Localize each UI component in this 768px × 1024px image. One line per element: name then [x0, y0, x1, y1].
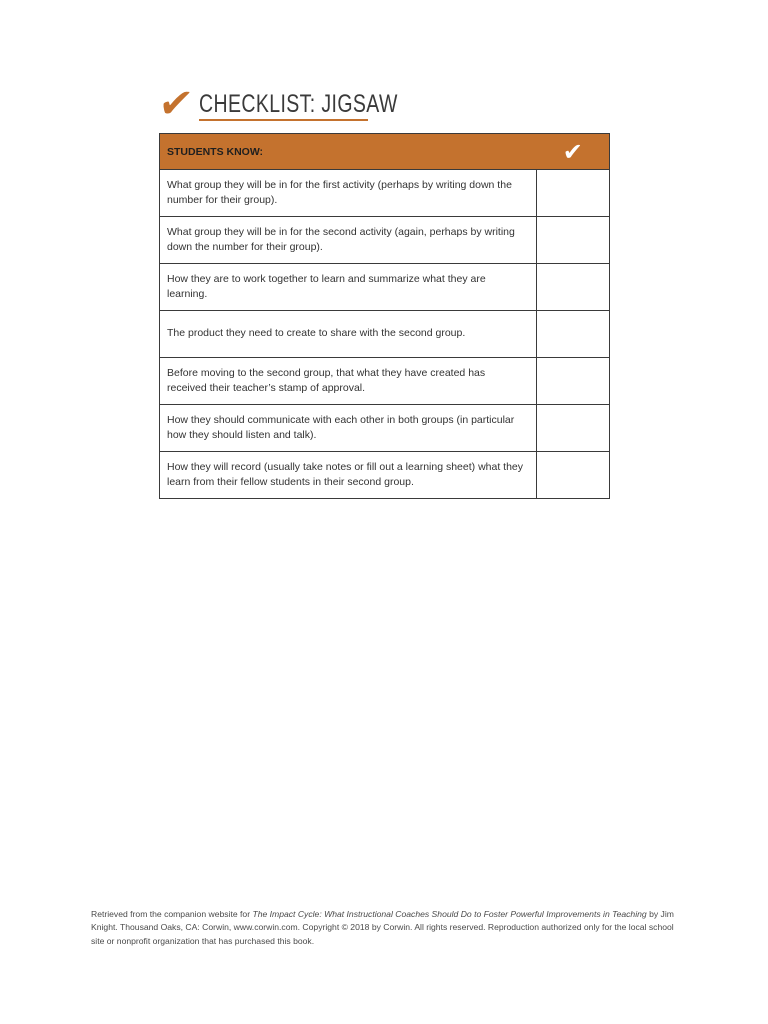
page-header	[155, 81, 453, 127]
footer-book-title: The Impact Cycle: What Instructional Coaches Should Do to Foster Powerful Improvements in Teaching	[252, 909, 647, 919]
checklist-row	[160, 452, 610, 499]
checklist-checkbox[interactable]	[537, 358, 610, 405]
checkmark-icon: ✔	[155, 81, 196, 127]
page-title: CHECKLIST: JIGSAW	[198, 90, 398, 118]
checkmark-icon: ✔	[562, 137, 583, 166]
checklist-item-text: The product they need to create to share with the second group.	[160, 311, 537, 358]
checklist-checkbox[interactable]	[537, 170, 610, 217]
checklist-checkbox[interactable]	[537, 452, 610, 499]
checklist-row	[160, 217, 610, 264]
checklist-row	[160, 264, 610, 311]
checklist-row	[160, 170, 610, 217]
checklist-item-text: Before moving to the second group, that what they have created has received their teacher’s stamp of approval.	[160, 358, 537, 405]
checklist-item-text: How they should communicate with each other in both groups (in particular how they should listen and talk).	[160, 405, 537, 452]
checklist-checkbox[interactable]	[537, 405, 610, 452]
checklist-row	[160, 311, 610, 358]
footer-prefix: Retrieved from the companion website for	[91, 909, 253, 919]
checklist-checkbox[interactable]	[537, 217, 610, 264]
checklist-item-text: What group they will be in for the first activity (perhaps by writing down the number for their group).	[160, 170, 537, 217]
copyright-footer	[91, 908, 681, 948]
checklist-item-text: How they are to work together to learn and summarize what they are learning.	[160, 264, 537, 311]
checklist-table	[159, 133, 610, 499]
title-underline	[199, 119, 368, 121]
checklist-header-row	[160, 134, 610, 170]
checklist-row	[160, 405, 610, 452]
column-header-check	[537, 134, 610, 170]
checklist-checkbox[interactable]	[537, 311, 610, 358]
checklist-checkbox[interactable]	[537, 264, 610, 311]
column-header-students-know: STUDENTS KNOW:	[160, 134, 537, 170]
checklist-item-text: How they will record (usually take notes or fill out a learning sheet) what they learn from their fellow students in their second group.	[160, 452, 537, 499]
checklist-item-text: What group they will be in for the second activity (again, perhaps by writing down the number for their group).	[160, 217, 537, 264]
checklist-row	[160, 358, 610, 405]
footer-suffix: by Jim Knight. Thousand Oaks, CA: Corwin, www.corwin.com. Copyright © 2018 by Corwin. All rights reserved. Reproduction authorized only for the local school site or nonprofit organization that has purchased this book.	[91, 909, 674, 946]
